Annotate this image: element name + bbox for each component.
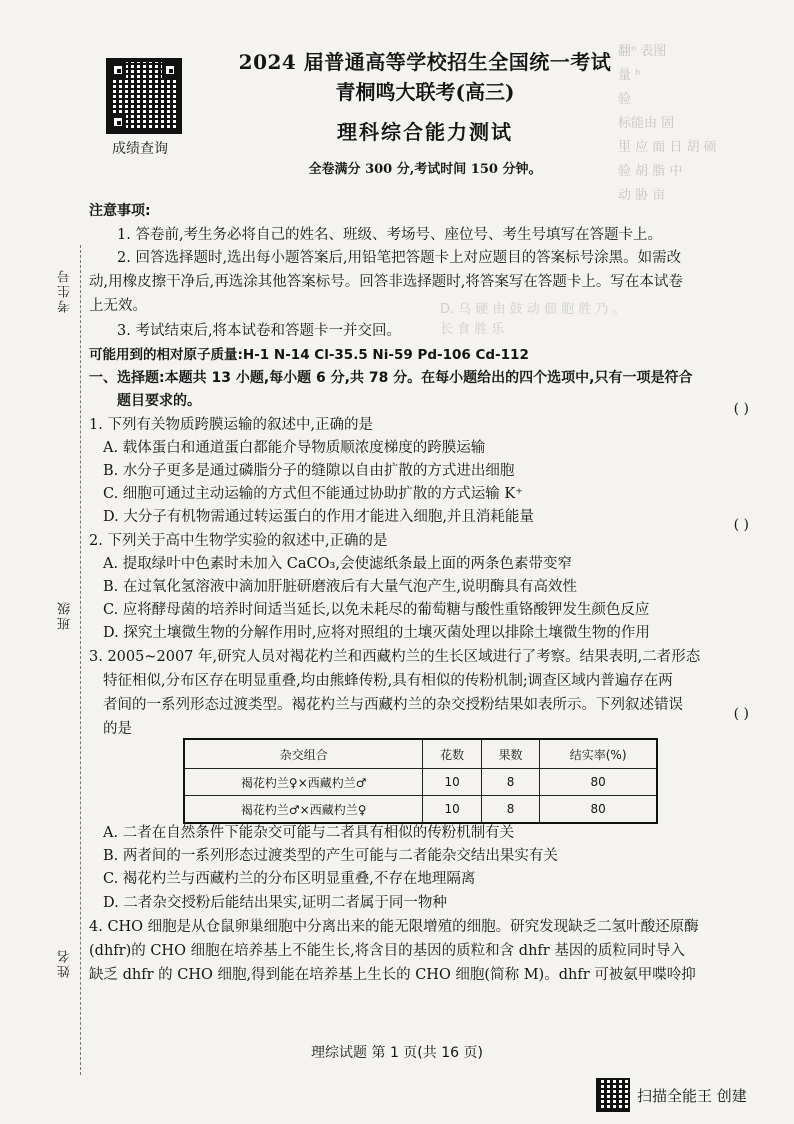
q1-option-c: C. 细胞可通过主动运输的方式但不能通过协助扩散的方式运输 K⁺ xyxy=(103,486,523,502)
camscanner-qr-icon xyxy=(596,1078,630,1112)
q3-stem-line-1: 3. 2005~2007 年,研究人员对褐花杓兰和西藏杓兰的生长区域进行了考察。结果表明,二者形态 xyxy=(89,649,701,665)
page-footer: 理综试题 第 1 页(共 16 页) xyxy=(311,1045,483,1061)
table-cell: 褐花杓兰♂×西藏杓兰♀ xyxy=(184,796,423,824)
q4-stem-line-2: (dhfr)的 CHO 细胞在培养基上不能生长,将含目的基因的质粒和含 dhfr 基因的质粒同时导入 xyxy=(89,943,685,959)
q1-stem: 1. 下列有关物质跨膜运输的叙述中,正确的是 xyxy=(89,417,374,433)
table-cell: 80 xyxy=(540,796,657,824)
q3-stem-line-2: 特征相似,分布区存在明显重叠,均由熊蜂传粉,具有相似的传粉机制;调查区域内普遍存在两 xyxy=(103,673,673,689)
table-cell: 褐花杓兰♀×西藏杓兰♂ xyxy=(184,769,423,796)
note-2: 2. 回答选择题时,选出每小题答案后,用铅笔把答题卡上对应题目的答案标号涂黑。如需改 xyxy=(117,250,682,266)
note-2-end: 上无效。 xyxy=(89,298,147,314)
side-label-class: 班级 xyxy=(58,600,73,630)
camscanner-watermark: 扫描全能王 创建 xyxy=(637,1087,747,1105)
q2-option-b: B. 在过氧化氢溶液中滴加肝脏研磨液后有大量气泡产生,说明酶具有高效性 xyxy=(103,579,577,595)
table-header-row xyxy=(184,739,657,769)
table-header: 花数 xyxy=(423,739,481,769)
score-time-note: 全卷满分 300 分,考试时间 150 分钟。 xyxy=(308,162,542,177)
atomic-masses: 可能用到的相对原子质量:H-1 N-14 Cl-35.5 Ni-59 Pd-106 Cd-112 xyxy=(89,347,529,363)
table-cell: 10 xyxy=(423,796,481,824)
q2-option-d: D. 探究土壤微生物的分解作用时,应将对照组的土壤灭菌处理以排除土壤微生物的作用 xyxy=(103,625,650,641)
q4-stem-line-3: 缺乏 dhfr 的 CHO 细胞,得到能在培养基上生长的 CHO 细胞(简称 M)。dhfr 可被氨甲喋呤抑 xyxy=(89,967,696,983)
table-cell: 10 xyxy=(423,769,481,796)
q2-option-a: A. 提取绿叶中色素时未加入 CaCO₃,会使滤纸条最上面的两条色素带变窄 xyxy=(103,556,572,572)
table-header: 杂交组合 xyxy=(184,739,423,769)
exam-subtitle: 青桐鸣大联考(高三) xyxy=(335,80,515,104)
note-3: 3. 考试结束后,将本试卷和答题卡一并交回。 xyxy=(117,323,402,339)
section-1-title: 一、选择题:本题共 13 小题,每小题 6 分,共 78 分。在每小题给出的四个选项中,只有一项是符合 xyxy=(89,370,693,386)
side-label-name: 姓名 xyxy=(58,948,73,978)
table-row xyxy=(184,769,657,796)
q3-stem-line-4: 的是 xyxy=(103,721,132,737)
q1-option-a: A. 载体蛋白和通道蛋白都能介导物质顺浓度梯度的跨膜运输 xyxy=(103,440,486,456)
side-label-exam-no: 考生号 xyxy=(58,268,73,313)
q3-option-a: A. 二者在自然条件下能杂交可能与二者具有相似的传粉机制有关 xyxy=(103,825,515,841)
q2-option-c: C. 应将酵母菌的培养时间适当延长,以免未耗尽的葡萄糖与酸性重铬酸钾发生颜色反应 xyxy=(103,602,650,618)
q3-answer-paren[interactable]: ( ) xyxy=(733,706,749,722)
cross-pollination-table xyxy=(183,738,658,824)
q3-option-b: B. 两者间的一系列形态过渡类型的产生可能与二者能杂交结出果实有关 xyxy=(103,848,558,864)
binding-line xyxy=(80,245,81,1075)
show-through-residue-2: D. 乌 硬 由 鼓 动 佃 胞 胜 乃 。 长 食 胜 乐 xyxy=(440,302,626,337)
notes-title: 注意事项: xyxy=(89,203,151,219)
exam-title: 2024 届普通高等学校招生全国统一考试 xyxy=(238,50,612,74)
table-header: 结实率(%) xyxy=(540,739,657,769)
qr-caption: 成绩查询 xyxy=(112,141,168,157)
q1-answer-paren[interactable]: ( ) xyxy=(733,401,749,417)
table-header: 果数 xyxy=(481,739,539,769)
score-query-qr-icon[interactable] xyxy=(106,58,182,134)
note-2-cont: 动,用橡皮擦干净后,再选涂其他答案标号。回答非选择题时,将答案写在答题卡上。写在本试卷 xyxy=(89,274,683,290)
table-row xyxy=(184,796,657,824)
q2-answer-paren[interactable]: ( ) xyxy=(733,517,749,533)
paper-title: 理科综合能力测试 xyxy=(337,120,513,144)
q3-stem-line-3: 者间的一系列形态过渡类型。褐花杓兰与西藏杓兰的杂交授粉结果如表所示。下列叙述错误 xyxy=(103,697,683,713)
q1-option-b: B. 水分子更多是通过磷脂分子的缝隙以自由扩散的方式进出细胞 xyxy=(103,463,515,479)
q2-stem: 2. 下列关于高中生物学实验的叙述中,正确的是 xyxy=(89,533,388,549)
q3-option-c: C. 褐花杓兰与西藏杓兰的分布区明显重叠,不存在地理隔离 xyxy=(103,871,476,887)
table-cell: 8 xyxy=(481,796,539,824)
table-cell: 80 xyxy=(540,769,657,796)
q1-option-d: D. 大分子有机物需通过转运蛋白的作用才能进入细胞,并且消耗能量 xyxy=(103,509,534,525)
table-cell: 8 xyxy=(481,769,539,796)
note-1: 1. 答卷前,考生务必将自己的姓名、班级、考场号、座位号、考生号填写在答题卡上。 xyxy=(117,227,663,243)
section-1-title-cont: 题目要求的。 xyxy=(117,393,201,409)
q4-stem-line-1: 4. CHO 细胞是从仓鼠卵巢细胞中分离出来的能无限增殖的细胞。研究发现缺乏二氢叶酸还原酶 xyxy=(89,919,699,935)
q3-option-d: D. 二者杂交授粉后能结出果实,证明二者属于同一物种 xyxy=(103,895,447,911)
show-through-residue: 翻ⁿ 表图 量 ᵇ 验 标能由 固 里 应 面 日 胡 硕 验 胡 脂 中 动 胁 亩 xyxy=(618,44,717,203)
